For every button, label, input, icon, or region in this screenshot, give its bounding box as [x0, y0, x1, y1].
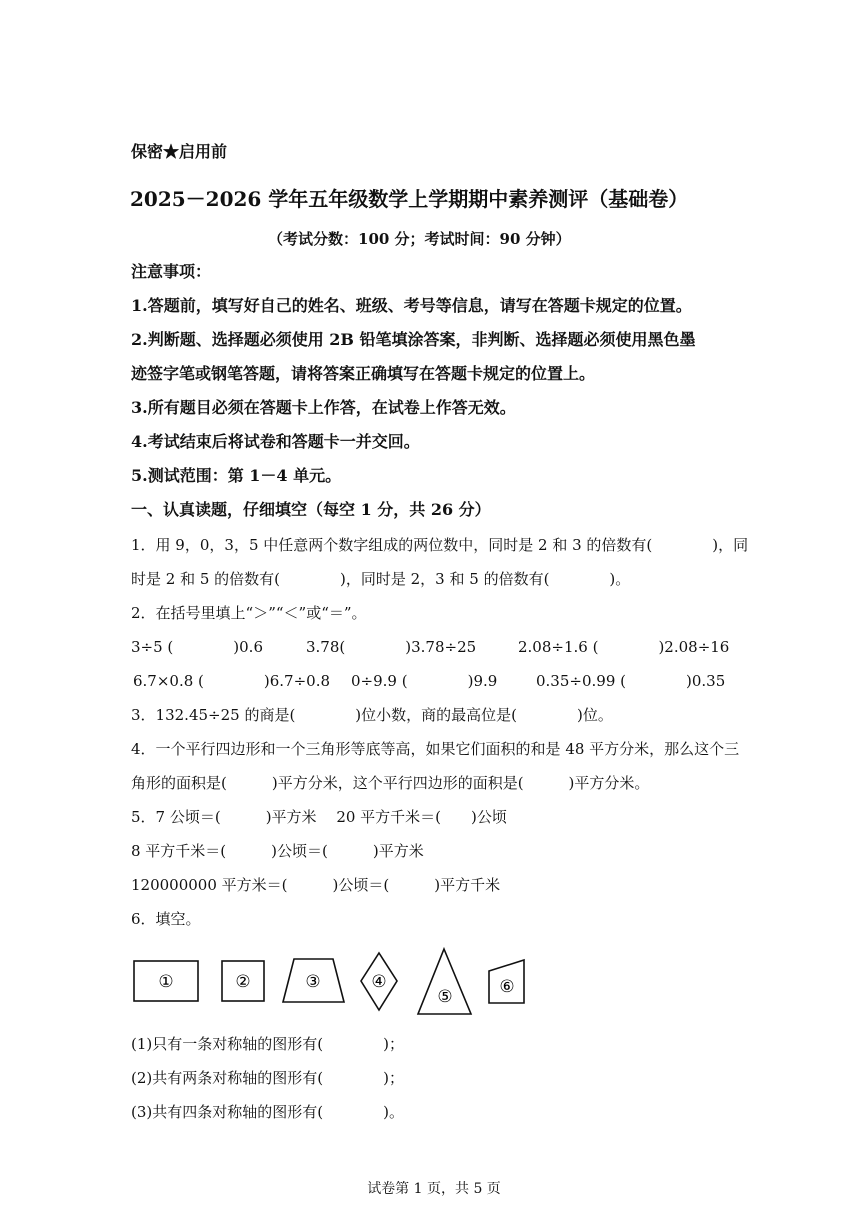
exam-info: （考试分数：100 分；考试时间：90 分钟） — [268, 230, 571, 248]
question-6-part: (2)共有两条对称轴的图形有( )； — [131, 1069, 404, 1087]
shapes-figure — [128, 944, 538, 1020]
note-item: 3.所有题目必须在答题卡上作答，在试卷上作答无效。 — [131, 398, 516, 417]
shape-label: ① — [158, 972, 174, 992]
question-6-part: (1)只有一条对称轴的图形有( )； — [131, 1035, 404, 1053]
question-4-line: 4．一个平行四边形和一个三角形等底等高，如果它们面积的和是 48 平方分米，那么这个三 — [131, 740, 740, 758]
compare-item: 3÷5 ( )0.6 — [131, 638, 263, 656]
shape-label: ② — [235, 972, 251, 992]
compare-item: 0÷9.9 ( )9.9 — [351, 672, 498, 690]
note-item: 迹签字笔或钢笔答题，请将答案正确填写在答题卡规定的位置上。 — [131, 364, 596, 383]
compare-item: 3.78( )3.78÷25 — [306, 638, 477, 656]
compare-item: 6.7×0.8 ( )6.7÷0.8 — [133, 672, 331, 690]
question-2: 2．在括号里填上“＞”“＜”或“＝”。 — [131, 604, 367, 622]
page-title: 2025－2026 学年五年级数学上学期期中素养测评（基础卷） — [130, 187, 689, 211]
note-item: 5.测试范围：第 1－4 单元。 — [131, 466, 342, 485]
question-5-line: 5．7 公顷＝( )平方米 20 平方千米＝( )公顷 — [131, 808, 507, 826]
note-item: 4.考试结束后将试卷和答题卡一并交回。 — [131, 432, 420, 451]
question-1-line: 1．用 9，0，3，5 中任意两个数字组成的两位数中，同时是 2 和 3 的倍数有( )，同 — [131, 536, 749, 554]
compare-item: 2.08÷1.6 ( )2.08÷16 — [518, 638, 730, 656]
confidential-label: 保密★启用前 — [131, 142, 228, 161]
note-item: 1.答题前，填写好自己的姓名、班级、考号等信息，请写在答题卡规定的位置。 — [131, 296, 692, 315]
question-5-line: 8 平方千米＝( )公顷＝( )平方米 — [131, 842, 424, 860]
shape-label: ⑥ — [499, 977, 515, 997]
notes-heading: 注意事项： — [131, 262, 212, 281]
question-5-line: 120000000 平方米＝( )公顷＝( )平方千米 — [131, 876, 501, 894]
shape-label: ⑤ — [437, 987, 453, 1007]
note-item: 2.判断题、选择题必须使用 2B 铅笔填涂答案，非判断、选择题必须使用黑色墨 — [131, 330, 696, 349]
question-6-part: (3)共有四条对称轴的图形有( )。 — [131, 1103, 404, 1121]
page-footer: 试卷第 1 页，共 5 页 — [367, 1181, 501, 1197]
shape-label: ③ — [305, 972, 321, 992]
shape-label: ④ — [371, 972, 387, 992]
section-heading: 一、认真读题，仔细填空（每空 1 分，共 26 分） — [131, 500, 491, 519]
question-1-line: 时是 2 和 5 的倍数有( )，同时是 2，3 和 5 的倍数有( )。 — [131, 570, 631, 588]
question-3: 3．132.45÷25 的商是( )位小数，商的最高位是( )位。 — [131, 706, 613, 724]
compare-item: 0.35÷0.99 ( )0.35 — [536, 672, 726, 690]
question-6: 6．填空。 — [131, 910, 201, 928]
question-4-line: 角形的面积是( )平方分米，这个平行四边形的面积是( )平方分米。 — [131, 774, 650, 792]
